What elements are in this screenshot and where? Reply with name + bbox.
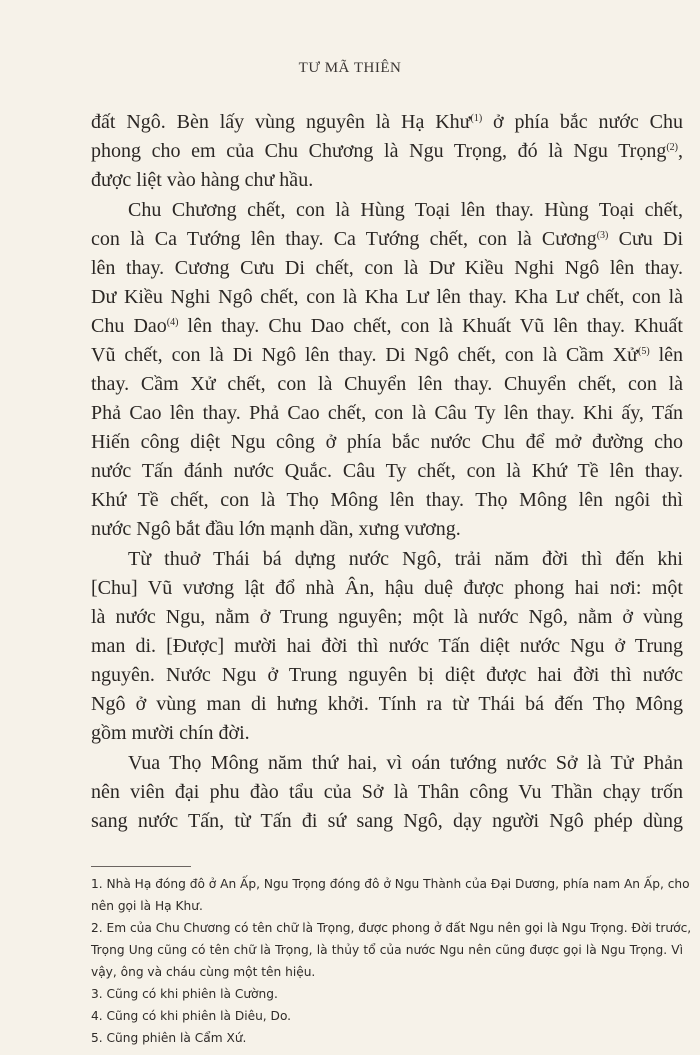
footnote-line: 4. Cũng có khi phiên là Diêu, Do. bbox=[91, 1009, 292, 1023]
text-run: Từ thuở Thái bá dựng nước Ngô, trải năm đời thì đến khi bbox=[128, 548, 683, 570]
footnote-line: 3. Cũng có khi phiên là Cường. bbox=[91, 987, 278, 1001]
footnote bbox=[91, 1005, 683, 1027]
footnote bbox=[91, 983, 683, 1005]
text-line bbox=[91, 545, 683, 574]
footnote bbox=[91, 873, 690, 917]
text-line bbox=[91, 312, 683, 341]
footnote-line: 1. Nhà Hạ đóng đô ở An Ấp, Ngu Trọng đóng đô ở Ngu Thành của Đại Dương, phía nam An Ấp, cho bbox=[91, 877, 690, 891]
text-line bbox=[91, 457, 683, 486]
text-line bbox=[91, 603, 683, 632]
text-run: nước Ngô bắt đầu lớn mạnh dần, xưng vương. bbox=[91, 518, 461, 540]
text-run: Phả Cao lên thay. Phả Cao chết, con là Câu Ty lên thay. Khi ấy, Tấn bbox=[91, 402, 683, 424]
text-run: Cưu Di bbox=[608, 228, 684, 250]
text-run: sang nước Tấn, từ Tấn đi sứ sang Ngô, dạy người Ngô phép dùng bbox=[91, 810, 683, 832]
text-run: Chu Chương chết, con là Hùng Toại lên thay. Hùng Toại chết, bbox=[128, 199, 683, 221]
text-line bbox=[91, 137, 683, 166]
footnotes bbox=[91, 873, 692, 1049]
paragraph bbox=[91, 545, 683, 748]
text-line bbox=[91, 778, 683, 807]
text-run: là nước Ngu, nằm ở Trung nguyên; một là nước Ngô, nằm ở vùng bbox=[91, 606, 683, 628]
text-run: phong cho em của Chu Chương là Ngu Trọng, đó là Ngu Trọng bbox=[91, 140, 667, 162]
footnote-line: 5. Cũng phiên là Cẩm Xứ. bbox=[91, 1031, 247, 1045]
text-line bbox=[91, 749, 683, 778]
text-line bbox=[91, 166, 683, 195]
text-run: Vũ chết, con là Di Ngô lên thay. Di Ngô chết, con là Cầm Xử bbox=[91, 344, 638, 366]
running-header: TƯ MÃ THIÊN bbox=[298, 60, 402, 76]
text-run: lên thay. Chu Dao chết, con là Khuất Vũ lên thay. Khuất bbox=[178, 315, 683, 337]
body-text bbox=[91, 108, 683, 837]
text-run: gồm mười chín đời. bbox=[91, 722, 250, 744]
text-line bbox=[91, 632, 683, 661]
footnote-line: nên gọi là Hạ Khư. bbox=[91, 899, 203, 913]
text-run: Khứ Tề chết, con là Thọ Mông lên thay. Thọ Mông lên ngôi thì bbox=[91, 489, 683, 511]
text-run: được liệt vào hàng chư hầu. bbox=[91, 169, 314, 191]
text-run: ở phía bắc nước Chu bbox=[482, 111, 683, 133]
text-run: man di. [Được] mười hai đời thì nước Tấn diệt nước Ngu ở Trung bbox=[91, 635, 683, 657]
paragraph bbox=[91, 196, 683, 544]
footnote bbox=[91, 917, 692, 983]
paragraph bbox=[91, 108, 683, 195]
footnote-ref[interactable]: (4) bbox=[166, 317, 179, 328]
footnote-line: 2. Em của Chu Chương có tên chữ là Trọng, được phong ở đất Ngu nên gọi là Ngu Trọng. Đời trước, bbox=[91, 921, 692, 935]
text-run: [Chu] Vũ vương lật đổ nhà Ân, hậu duệ được phong hai nơi: một bbox=[91, 577, 683, 599]
footnote-ref[interactable]: (1) bbox=[470, 113, 483, 124]
text-line bbox=[91, 574, 683, 603]
text-run: thay. Cầm Xử chết, con là Chuyển lên thay. Chuyển chết, con là bbox=[91, 373, 683, 395]
text-line bbox=[91, 428, 683, 457]
paragraph bbox=[91, 749, 683, 836]
text-line bbox=[91, 254, 683, 283]
text-run: lên bbox=[649, 344, 684, 366]
text-run: con là Ca Tướng lên thay. Ca Tướng chết, con là Cương bbox=[91, 228, 597, 250]
text-run: lên thay. Cương Cưu Di chết, con là Dư Kiều Nghi Ngô lên thay. bbox=[91, 257, 683, 279]
text-line bbox=[91, 370, 683, 399]
text-line bbox=[91, 515, 683, 544]
footnote bbox=[91, 1027, 683, 1049]
text-line bbox=[91, 225, 683, 254]
text-line bbox=[91, 719, 683, 748]
text-line bbox=[91, 661, 683, 690]
text-line bbox=[91, 807, 683, 836]
text-run: nước Tấn đánh nước Quắc. Câu Ty chết, con là Khứ Tề lên thay. bbox=[91, 460, 683, 482]
footnote-ref[interactable]: (5) bbox=[637, 346, 650, 357]
text-line bbox=[91, 690, 683, 719]
text-run: đất Ngô. Bèn lấy vùng nguyên là Hạ Khư bbox=[91, 111, 471, 133]
text-run: Dư Kiều Nghi Ngô chết, con là Kha Lư lên thay. Kha Lư chết, con là bbox=[91, 286, 683, 308]
footnote-ref[interactable]: (2) bbox=[666, 142, 678, 153]
text-run: Hiến công diệt Ngu công ở phía bắc nước Chu để mở đường cho bbox=[91, 431, 683, 453]
text-line bbox=[91, 196, 683, 225]
footnote-line: Trọng Ung cũng có tên chữ là Trọng, là thủy tổ của nước Ngu nên cũng được gọi là Ngu Trọng. Vì bbox=[91, 943, 683, 957]
text-line bbox=[91, 283, 683, 312]
text-run: Chu Dao bbox=[91, 315, 167, 337]
footnote-ref[interactable]: (3) bbox=[596, 230, 609, 241]
text-run: nên viên đại phu đào tẩu của Sở là Thân công Vu Thần chạy trốn bbox=[91, 781, 683, 803]
text-line bbox=[91, 108, 683, 137]
text-run: nguyên. Nước Ngu ở Trung nguyên bị diệt được hai đời thì nước bbox=[91, 664, 683, 686]
text-line bbox=[91, 486, 683, 515]
text-run: Ngô ở vùng man di hưng khởi. Tính ra từ Thái bá đến Thọ Mông bbox=[91, 693, 683, 715]
text-run: Vua Thọ Mông năm thứ hai, vì oán tướng nước Sở là Tử Phản bbox=[128, 752, 683, 774]
footnote-line: vậy, ông và cháu cùng một tên hiệu. bbox=[91, 965, 316, 979]
text-line bbox=[91, 341, 683, 370]
text-line bbox=[91, 399, 683, 428]
text-run: , bbox=[678, 140, 683, 162]
footnote-divider bbox=[91, 866, 191, 867]
